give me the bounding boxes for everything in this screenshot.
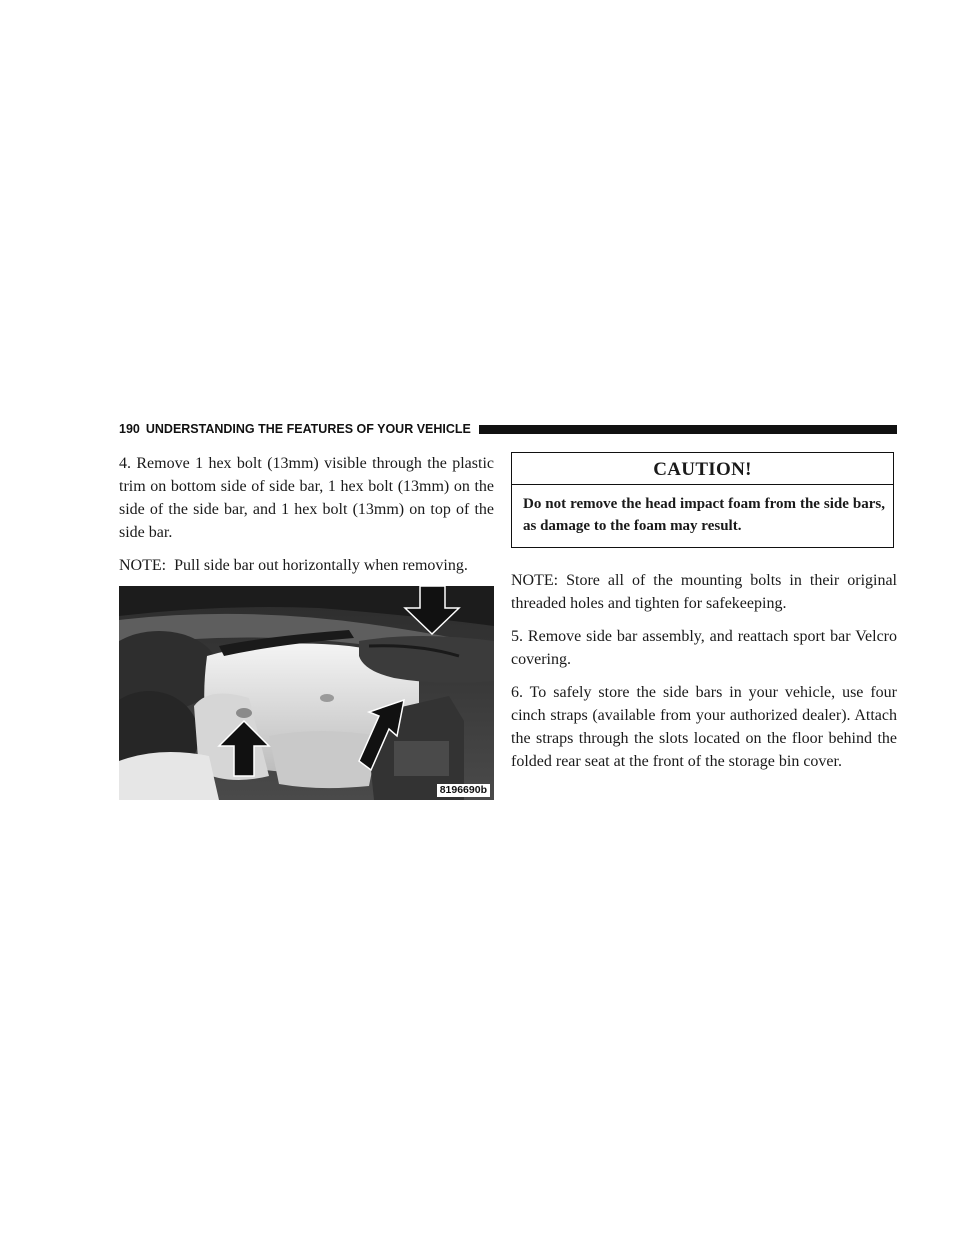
note-paragraph-right [511, 569, 897, 615]
note-label-right: NOTE: [511, 572, 559, 589]
note-paragraph [119, 554, 494, 577]
note-text-right: Store all of the mounting bolts in their original threaded holes and tighten for safekeeping. [511, 572, 897, 612]
header-rule [479, 425, 897, 434]
caution-text: Do not remove the head impact foam from the side bars, as damage to the foam may result. [523, 496, 885, 534]
left-column [119, 452, 494, 800]
right-column [511, 452, 897, 783]
section-title: UNDERSTANDING THE FEATURES OF YOUR VEHICLE [145, 422, 471, 436]
page-number: 190 [119, 422, 140, 436]
right-text [511, 569, 897, 773]
note-label: NOTE: [119, 557, 167, 574]
page-header [119, 421, 897, 437]
step-6-paragraph: 6. To safely store the side bars in your vehicle, use four cinch straps (available from your authorized dealer). Attach the straps through the slots located on the floor behind the folded rear seat at the front of the storage bin cover. [511, 684, 897, 770]
figure-code: 8196690b [437, 784, 490, 797]
step-4-paragraph: 4. Remove 1 hex bolt (13mm) visible through the plastic trim on bottom side of side bar, 1 hex bolt (13mm) on the side of the side bar, and 1 hex bolt (13mm) on top of the side bar. [119, 455, 494, 541]
photo-illustration [119, 586, 494, 800]
caution-box [511, 452, 894, 548]
caution-title: CAUTION! [512, 453, 893, 485]
step-5-paragraph: 5. Remove side bar assembly, and reattach sport bar Velcro covering. [511, 628, 897, 668]
side-bar-photo [119, 586, 494, 800]
note-text: Pull side bar out horizontally when removing. [174, 557, 468, 574]
